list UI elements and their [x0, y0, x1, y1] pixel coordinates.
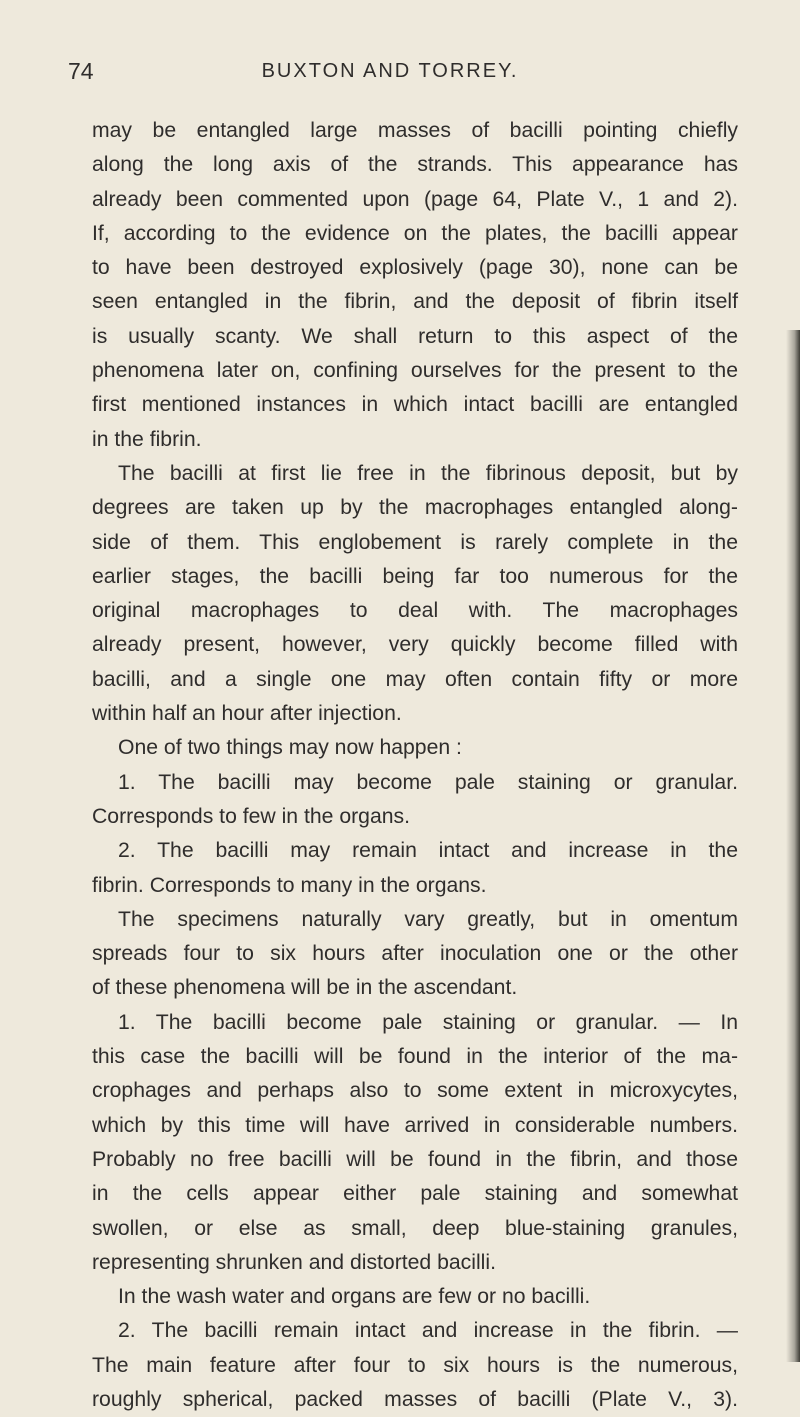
text-line: crophages and perhaps also to some extent in microxycytes,	[92, 1079, 738, 1103]
text-line: swollen, or else as small, deep blue-staining granules,	[92, 1216, 738, 1240]
text-line: first mentioned instances in which intact bacilli are entangled	[92, 393, 738, 417]
text-line: within half an hour after injection.	[92, 702, 402, 726]
text-line: to have been destroyed explosively (page 30), none can be	[92, 256, 738, 280]
text-line: of these phenomena will be in the ascendant.	[92, 976, 518, 1000]
text-line: The specimens naturally vary greatly, but in omentum	[118, 907, 738, 931]
text-line: this case the bacilli will be found in the interior of the ma-	[92, 1045, 738, 1069]
text-line: Corresponds to few in the organs.	[92, 804, 410, 828]
text-line: in the fibrin.	[92, 427, 202, 451]
page-edge-shadow	[786, 330, 800, 1362]
text-line: is usually scanty. We shall return to this aspect of the	[92, 324, 738, 348]
text-line: fibrin. Corresponds to many in the organs.	[92, 873, 487, 897]
body-text	[92, 114, 738, 1417]
text-line: roughly spherical, packed masses of bacilli (Plate V., 3).	[92, 1387, 738, 1411]
text-line: already been commented upon (page 64, Plate V., 1 and 2).	[92, 187, 738, 211]
text-line: bacilli, and a single one may often contain fifty or more	[92, 667, 738, 691]
text-line: original macrophages to deal with. The macrophages	[92, 599, 738, 623]
text-line: in the cells appear either pale staining and somewhat	[92, 1182, 738, 1206]
page-number: 74	[68, 58, 94, 84]
text-line: spreads four to six hours after inoculation one or the other	[92, 942, 738, 966]
text-line: 1. The bacilli become pale staining or granular. — In	[118, 1010, 738, 1034]
text-line: 2. The bacilli may remain intact and increase in the	[118, 839, 738, 863]
text-line: which by this time will have arrived in considerable numbers.	[92, 1113, 738, 1137]
text-line: 1. The bacilli may become pale staining or granular.	[118, 770, 738, 794]
text-line: In the wash water and organs are few or no bacilli.	[118, 1285, 591, 1309]
text-line: may be entangled large masses of bacilli pointing chiefly	[92, 119, 738, 142]
text-line: earlier stages, the bacilli being far too numerous for the	[92, 564, 738, 588]
text-line: 2. The bacilli remain intact and increase in the fibrin. —	[118, 1319, 738, 1343]
text-line: phenomena later on, confining ourselves for the present to the	[92, 359, 738, 383]
text-line: The bacilli at first lie free in the fibrinous deposit, but by	[118, 461, 738, 485]
text-line: seen entangled in the fibrin, and the deposit of fibrin itself	[92, 290, 738, 314]
text-line: already present, however, very quickly become filled with	[92, 633, 738, 657]
running-head: BUXTON AND TORREY.	[261, 60, 519, 82]
text-line: degrees are taken up by the macrophages entangled along-	[92, 496, 738, 520]
text-line: One of two things may now happen :	[118, 736, 462, 760]
page-header	[0, 58, 800, 88]
text-line: along the long axis of the strands. This appearance has	[92, 153, 738, 177]
text-line: The main feature after four to six hours is the numerous,	[92, 1353, 738, 1377]
text-line: side of them. This englobement is rarely complete in the	[92, 530, 738, 554]
text-line: representing shrunken and distorted bacilli.	[92, 1250, 496, 1274]
text-line: If, according to the evidence on the plates, the bacilli appear	[92, 221, 738, 245]
text-line: Probably no free bacilli will be found in the fibrin, and those	[92, 1147, 738, 1171]
